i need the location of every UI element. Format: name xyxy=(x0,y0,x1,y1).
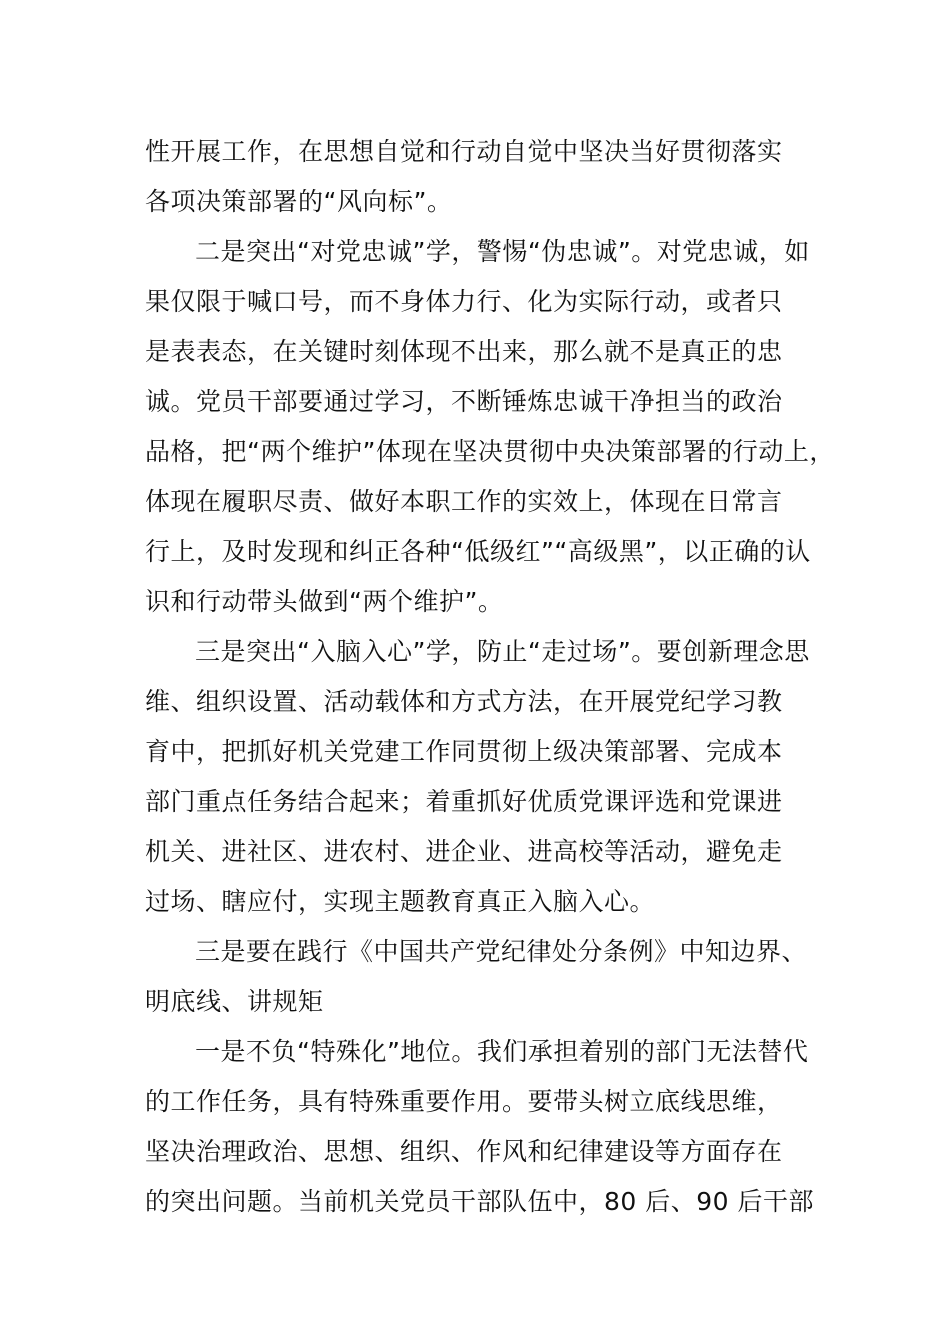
text-line: 识和行动带头做到“两个维护”。 xyxy=(145,587,504,616)
paragraph-start-line: 二是突出“对党忠诚”学，警惕“伪忠诚”。对党忠诚，如 xyxy=(195,237,810,266)
text-line: 部门重点任务结合起来；着重抓好优质党课评选和党课进 xyxy=(145,787,783,816)
text-line: 各项决策部署的“风向标”。 xyxy=(145,187,453,216)
text-line: 维、组织设置、活动载体和方式方法，在开展党纪学习教 xyxy=(145,687,783,716)
section-heading-line: 明底线、讲规矩 xyxy=(145,987,324,1016)
text-line: 体现在履职尽责、做好本职工作的实效上，体现在日常言 xyxy=(145,487,783,516)
paragraph-start-line: 一是不负“特殊化”地位。我们承担着别的部门无法替代 xyxy=(195,1037,809,1066)
section-heading-line: 三是要在践行《中国共产党纪律处分条例》中知边界、 xyxy=(195,937,808,966)
text-line: 诚。党员干部要通过学习，不断锤炼忠诚干净担当的政治 xyxy=(145,387,783,416)
text-line: 性开展工作，在思想自觉和行动自觉中坚决当好贯彻落实 xyxy=(145,137,783,166)
text-line: 机关、进社区、进农村、进企业、进高校等活动，避免走 xyxy=(145,837,783,866)
text-line: 行上，及时发现和纠正各种“低级红”“高级黑”，以正确的认 xyxy=(145,537,811,566)
text-line: 过场、瞎应付，实现主题教育真正入脑入心。 xyxy=(145,887,656,916)
text-line: 的突出问题。当前机关党员干部队伍中，80 后、90 后干部 xyxy=(145,1187,815,1216)
text-line: 坚决治理政治、思想、组织、作风和纪律建设等方面存在 xyxy=(145,1137,783,1166)
body-text xyxy=(145,127,845,1227)
text-line: 的工作任务，具有特殊重要作用。要带头树立底线思维， xyxy=(145,1087,783,1116)
text-line: 是表表态，在关键时刻体现不出来，那么就不是真正的忠 xyxy=(145,337,783,366)
text-line: 果仅限于喊口号，而不身体力行、化为实际行动，或者只 xyxy=(145,287,783,316)
text-line: 育中，把抓好机关党建工作同贯彻上级决策部署、完成本 xyxy=(145,737,783,766)
text-line: 品格，把“两个维护”体现在坚决贯彻中央决策部署的行动上， xyxy=(145,437,835,466)
paragraph-start-line: 三是突出“入脑入心”学，防止“走过场”。要创新理念思 xyxy=(195,637,810,666)
